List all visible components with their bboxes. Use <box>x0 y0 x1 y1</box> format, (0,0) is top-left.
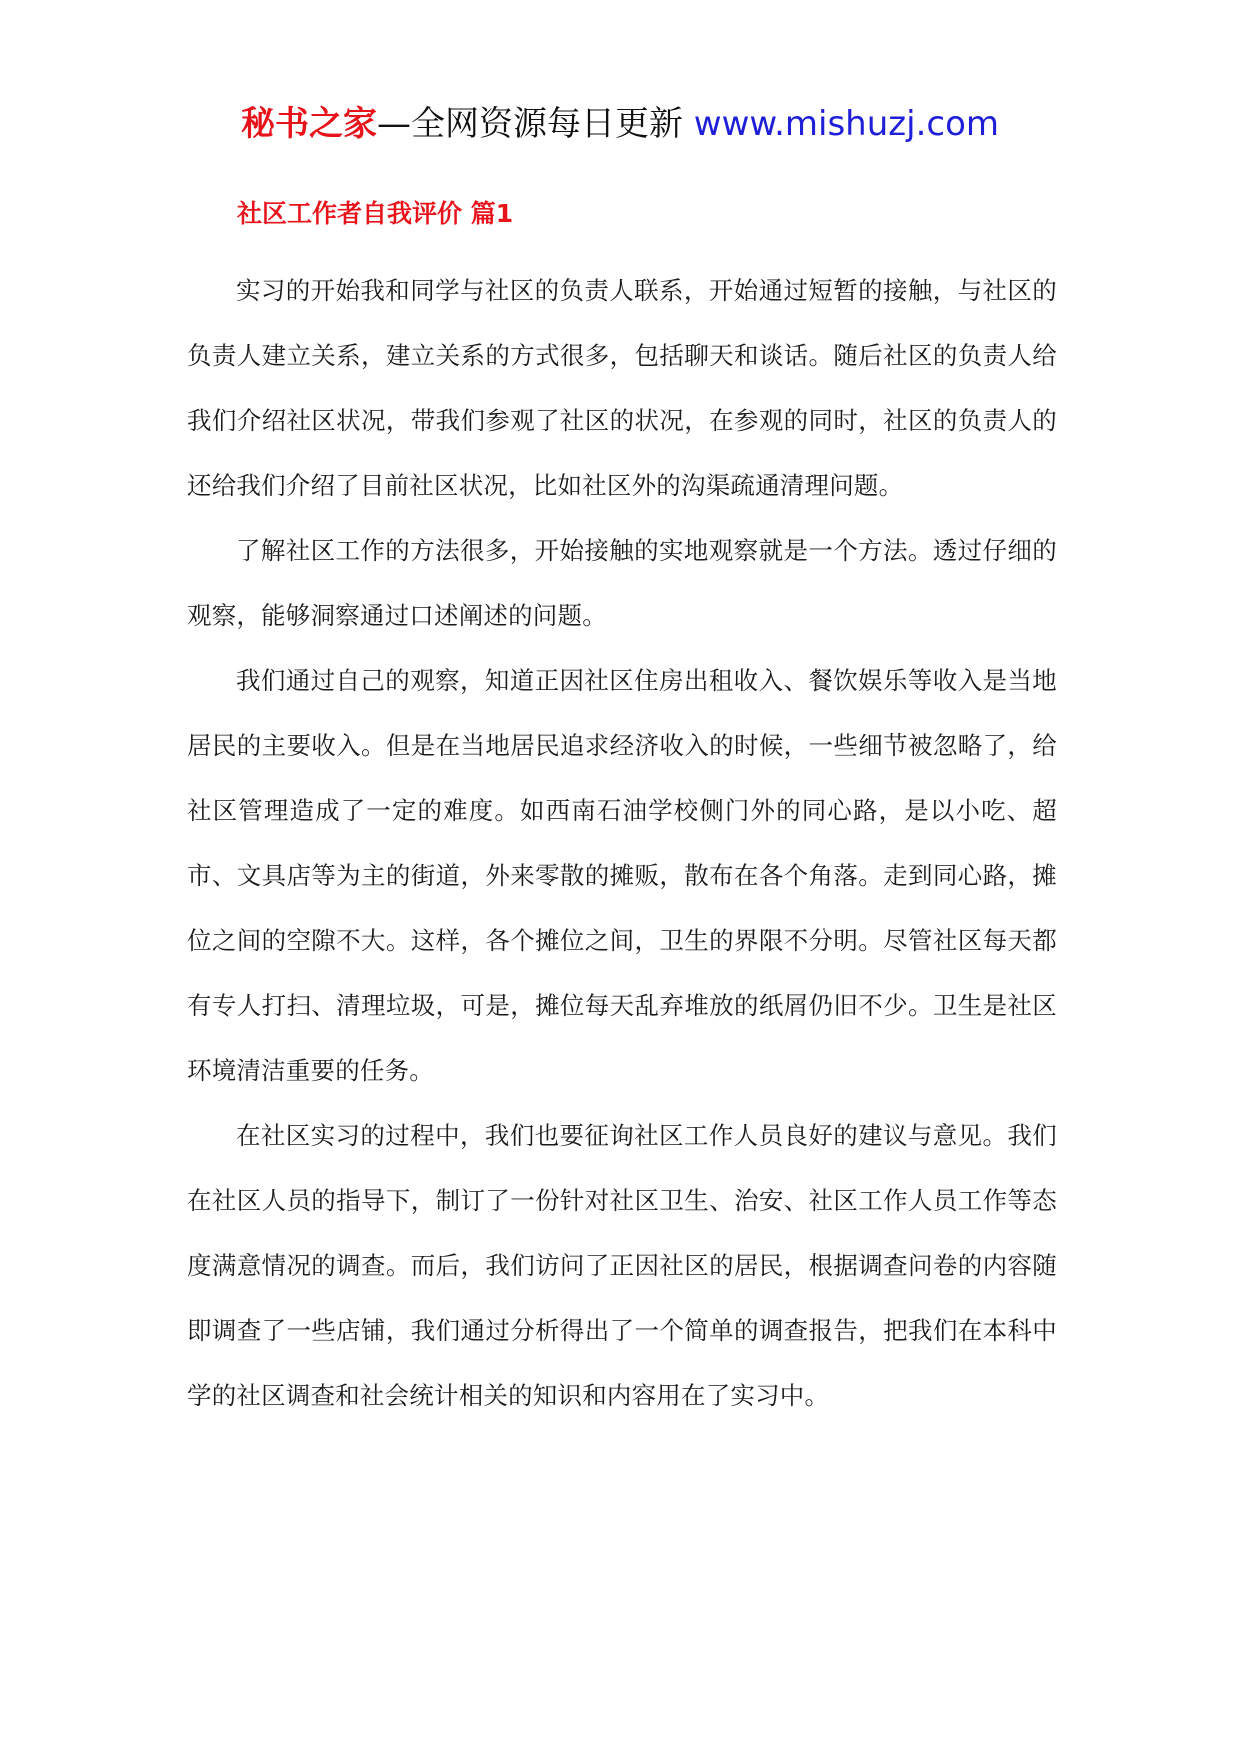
site-tagline: —全网资源每日更新 <box>376 104 683 144</box>
paragraph: 了解社区工作的方法很多，开始接触的实地观察就是一个方法。透过仔细的观察，能够洞察通过口述阐述的问题。 <box>187 536 1057 630</box>
paragraph: 实习的开始我和同学与社区的负责人联系，开始通过短暂的接触，与社区的负责人建立关系，建立关系的方式很多，包括聊天和谈话。随后社区的负责人给我们介绍社区状况，带我们参观了社区的状况，在参观的同时，社区的负责人的还给我们介绍了目前社区状况，比如社区外的沟渠疏通清理问题。 <box>187 276 1057 500</box>
paragraph: 我们通过自己的观察，知道正因社区住房出租收入、餐饮娱乐等收入是当地居民的主要收入。但是在当地居民追求经济收入的时候，一些细节被忽略了，给社区管理造成了一定的难度。如西南石油学校侧门外的同心路，是以小吃、超市、文具店等为主的街道，外来零散的摊贩，散布在各个角落。走到同心路，摊位之间的空隙不大。这样，各个摊位之间，卫生的界限不分明。尽管社区每天都有专人打扫、清理垃圾，可是，摊位每天乱弃堆放的纸屑仍旧不少。卫生是社区环境清洁重要的任务。 <box>187 666 1057 1085</box>
site-header <box>0 100 1240 148</box>
site-url-link[interactable]: www.mishuzj.com <box>693 104 999 144</box>
document-title: 社区工作者自我评价 篇1 <box>237 199 514 228</box>
document-body <box>187 258 1057 1428</box>
site-brand: 秘书之家 <box>240 104 377 144</box>
paragraph: 在社区实习的过程中，我们也要征询社区工作人员良好的建议与意见。我们在社区人员的指导下，制订了一份针对社区卫生、治安、社区工作人员工作等态度满意情况的调查。而后，我们访问了正因社区的居民，根据调查问卷的内容随即调查了一些店铺，我们通过分析得出了一个简单的调查报告，把我们在本科中学的社区调查和社会统计相关的知识和内容用在了实习中。 <box>187 1121 1057 1410</box>
